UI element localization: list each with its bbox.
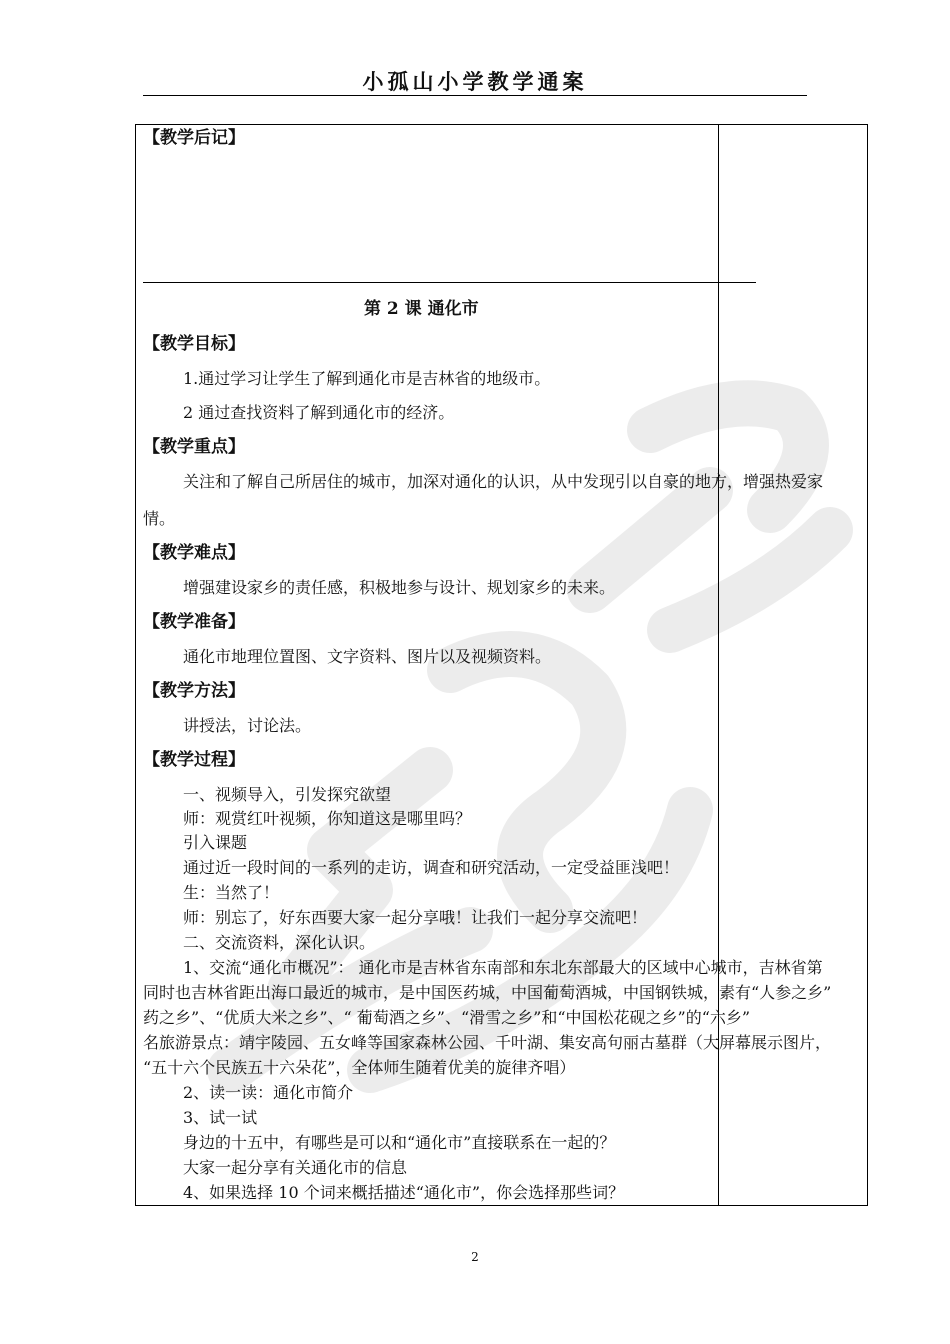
process-line: 师：观赏红叶视频，你知道这是哪里吗？ bbox=[183, 809, 472, 828]
page-header-title: 小孤山小学教学通案 bbox=[362, 69, 588, 94]
process-line: 名旅游景点：靖宇陵园、五女峰等国家森林公园、千叶湖、集安高句丽古墓群（大屏幕展示图片， bbox=[143, 1033, 832, 1052]
objective-item: 1.通过学习让学生了解到通化市是吉林省的地级市。 bbox=[183, 369, 551, 388]
process-line: 身边的十五中，有哪些是可以和“通化市”直接联系在一起的？ bbox=[183, 1133, 616, 1152]
key-points-text: 关注和了解自己所居住的城市，加深对通化的认识，从中发现引以自豪的地方，增强热爱家 bbox=[183, 472, 824, 491]
postscript-heading: 【教学后记】 bbox=[143, 128, 245, 148]
methods-text: 讲授法，讨论法。 bbox=[183, 716, 312, 735]
key-points-text-cont: 情。 bbox=[143, 509, 176, 528]
difficulties-heading: 【教学难点】 bbox=[143, 543, 245, 563]
process-line: 二、交流资料，深化认识。 bbox=[183, 933, 376, 952]
difficulties-text: 增强建设家乡的责任感，积极地参与设计、规划家乡的未来。 bbox=[183, 578, 616, 597]
objectives-heading: 【教学目标】 bbox=[143, 334, 245, 354]
header-rule bbox=[143, 95, 807, 96]
objective-item: 2 通过查找资料了解到通化市的经济。 bbox=[183, 403, 455, 422]
process-line: “五十六个民族五十六朵花”，全体师生随着优美的旋律齐唱） bbox=[143, 1058, 576, 1077]
methods-heading: 【教学方法】 bbox=[143, 681, 245, 701]
process-line: 引入课题 bbox=[183, 833, 248, 852]
process-line: 同时也吉林省距出海口最近的城市，是中国医药城，中国葡萄酒城，中国钢铁城，素有“人参之乡” bbox=[143, 983, 832, 1002]
postscript-rule bbox=[143, 282, 756, 283]
preparation-text: 通化市地理位置图、文字资料、图片以及视频资料。 bbox=[183, 647, 552, 666]
process-line: 生：当然了！ bbox=[183, 883, 280, 902]
process-line: 师：别忘了，好东西要大家一起分享哦！让我们一起分享交流吧！ bbox=[183, 908, 648, 927]
process-heading: 【教学过程】 bbox=[143, 750, 245, 770]
process-line: 药之乡”、“优质大米之乡”、“ 葡萄酒之乡”、“滑雪之乡”和“中国松花砚之乡”的“六乡” bbox=[143, 1008, 751, 1027]
process-line: 1、交流“通化市概况”： 通化市是吉林省东南部和东北东部最大的区域中心城市，吉林省第 bbox=[183, 958, 823, 977]
key-points-heading: 【教学重点】 bbox=[143, 437, 245, 457]
process-line: 2、读一读：通化市简介 bbox=[183, 1083, 354, 1102]
process-line: 通过近一段时间的一系列的走访，调查和研究活动，一定受益匪浅吧！ bbox=[183, 858, 680, 877]
lesson-title: 第 2 课 通化市 bbox=[364, 299, 479, 319]
process-line: 4、如果选择 10 个词来概括描述“通化市”，你会选择那些词？ bbox=[183, 1183, 625, 1202]
process-line: 大家一起分享有关通化市的信息 bbox=[183, 1158, 408, 1177]
page-number: 2 bbox=[471, 1250, 479, 1264]
process-line: 一、视频导入，引发探究欲望 bbox=[183, 785, 392, 804]
preparation-heading: 【教学准备】 bbox=[143, 612, 245, 632]
process-line: 3、试一试 bbox=[183, 1108, 258, 1127]
